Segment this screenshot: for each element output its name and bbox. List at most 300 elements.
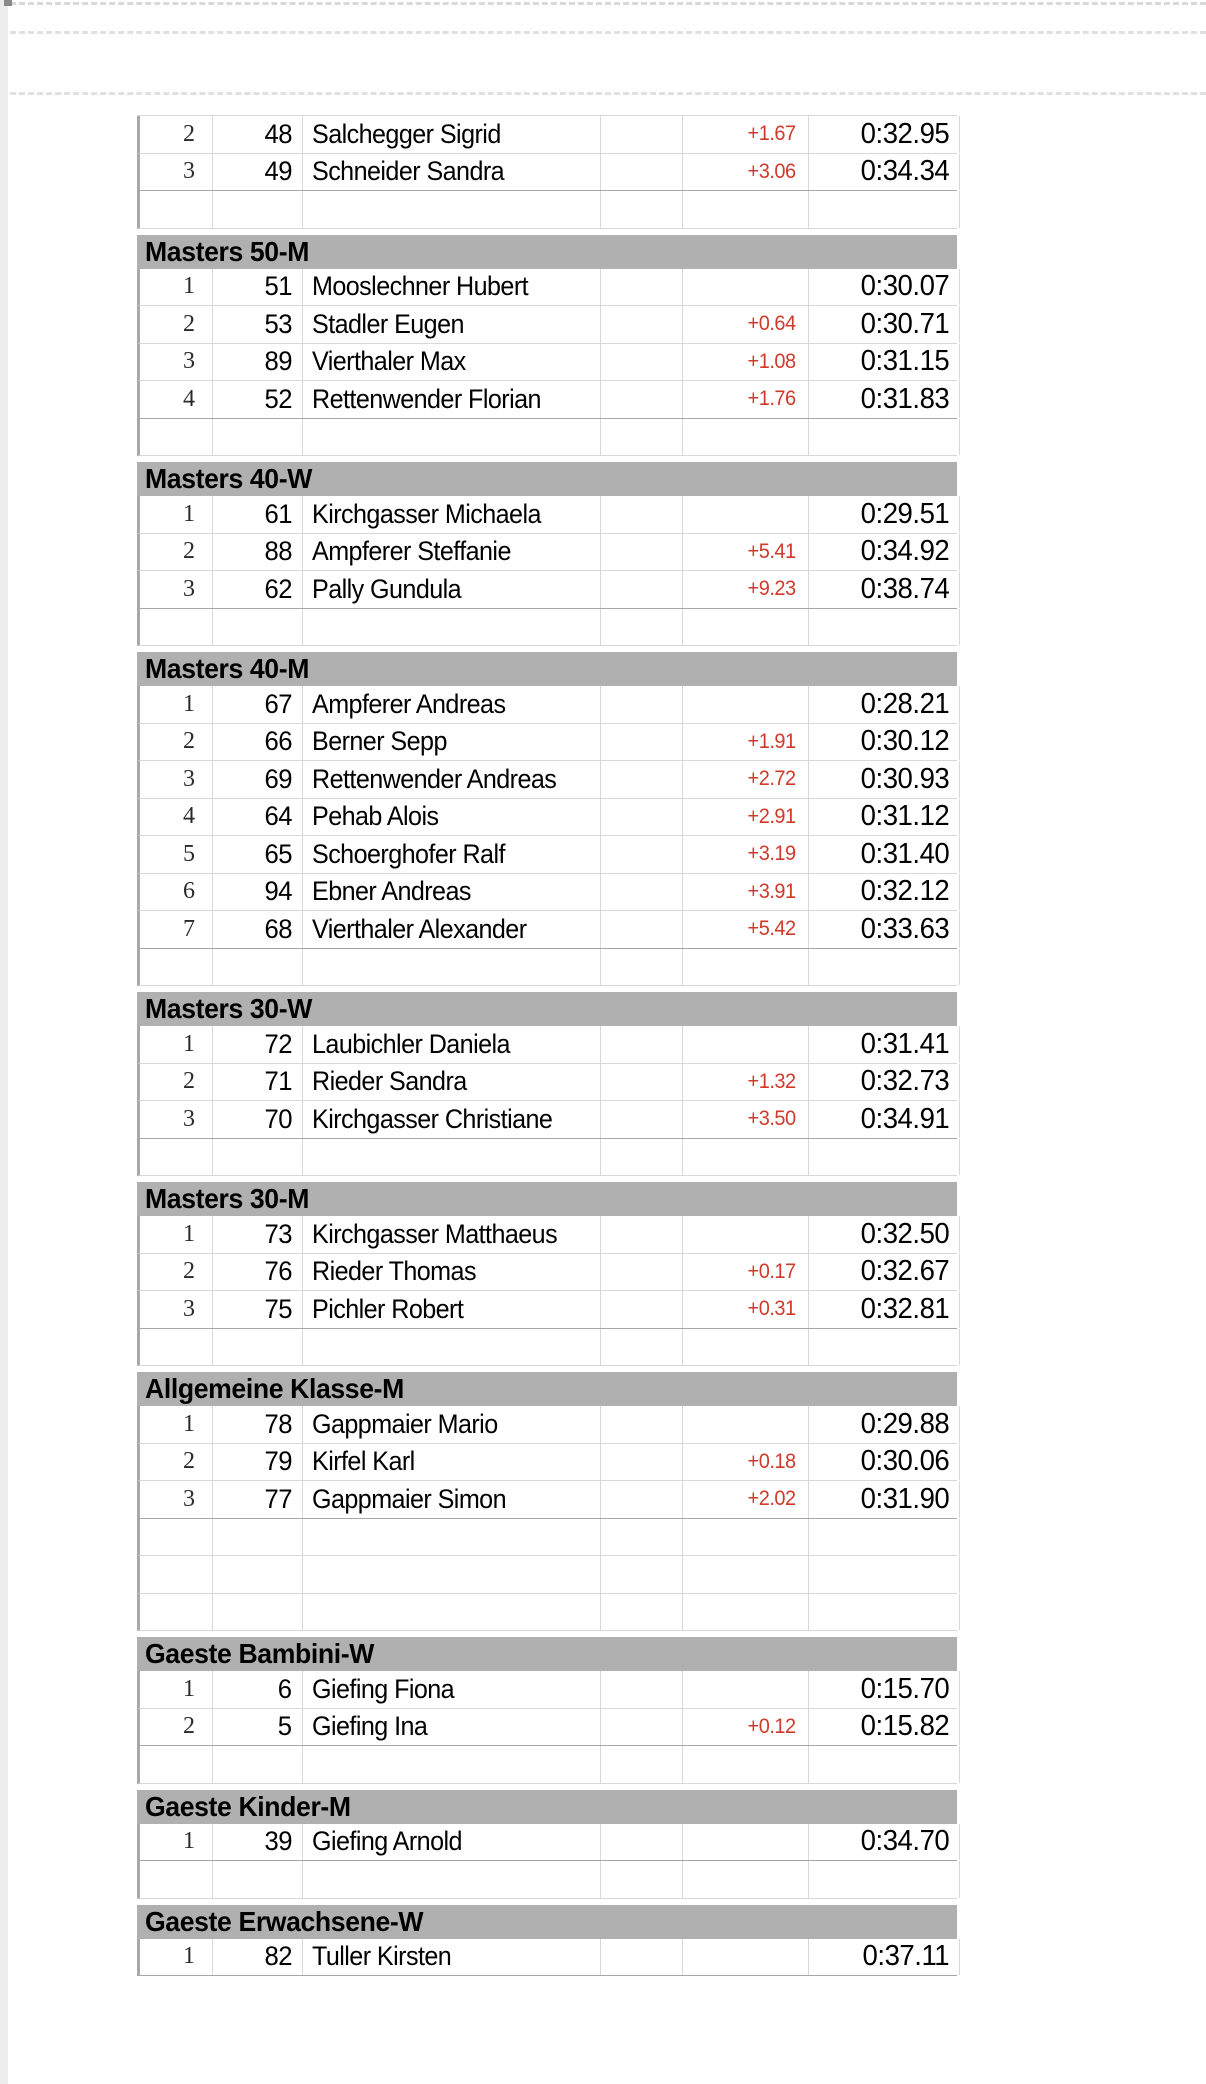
spacer-cell bbox=[601, 1101, 683, 1138]
spacer-cell bbox=[601, 1064, 683, 1101]
diff-cell bbox=[683, 419, 809, 456]
section-title: Gaeste Kinder-M bbox=[145, 1790, 351, 1822]
result-row bbox=[137, 344, 957, 382]
spacer-cell bbox=[601, 1254, 683, 1291]
name-cell bbox=[303, 1139, 601, 1176]
time-cell bbox=[809, 1254, 960, 1291]
bib-cell bbox=[213, 1254, 303, 1291]
diff-value: +3.50 bbox=[747, 1107, 796, 1131]
result-row bbox=[137, 836, 957, 874]
bib-value: 79 bbox=[264, 1446, 292, 1477]
bib-cell bbox=[213, 1594, 303, 1631]
name-cell bbox=[303, 1556, 601, 1593]
time-value: 0:33.63 bbox=[860, 912, 949, 945]
diff-cell bbox=[683, 1406, 809, 1443]
name-value: Tuller Kirsten bbox=[312, 1941, 452, 1972]
name-cell bbox=[303, 911, 601, 948]
diff-value: +1.08 bbox=[747, 349, 796, 373]
rank-cell bbox=[140, 949, 213, 986]
diff-cell bbox=[683, 1291, 809, 1328]
bib-value: 78 bbox=[264, 1408, 292, 1439]
spacer-cell bbox=[601, 1291, 683, 1328]
name-value: Berner Sepp bbox=[312, 726, 447, 757]
result-row bbox=[137, 154, 957, 192]
time-cell bbox=[809, 269, 960, 306]
section-header bbox=[137, 992, 957, 1026]
section-header bbox=[137, 1182, 957, 1216]
rank-value: 1 bbox=[183, 1943, 195, 1970]
rank-cell bbox=[140, 344, 213, 381]
bib-cell bbox=[213, 154, 303, 191]
time-cell bbox=[809, 534, 960, 571]
diff-cell bbox=[683, 1101, 809, 1138]
rank-value: 3 bbox=[183, 158, 195, 185]
page-left-edge-strip bbox=[0, 0, 8, 2084]
spacer-cell bbox=[601, 1519, 683, 1556]
bib-cell bbox=[213, 911, 303, 948]
diff-cell bbox=[683, 116, 809, 153]
time-cell bbox=[809, 1556, 960, 1593]
time-cell bbox=[809, 874, 960, 911]
result-row bbox=[137, 269, 957, 307]
rank-value: 3 bbox=[183, 348, 195, 375]
result-row bbox=[137, 381, 957, 419]
rank-cell bbox=[140, 1671, 213, 1708]
rank-cell bbox=[140, 1406, 213, 1443]
rank-value: 5 bbox=[183, 840, 195, 867]
section-header bbox=[137, 1637, 957, 1671]
diff-cell bbox=[683, 874, 809, 911]
time-cell bbox=[809, 1026, 960, 1063]
section-title: Masters 50-M bbox=[145, 235, 309, 267]
rank-value: 3 bbox=[183, 1485, 195, 1512]
time-value: 0:38.74 bbox=[860, 572, 949, 605]
name-cell bbox=[303, 154, 601, 191]
rank-cell bbox=[140, 534, 213, 571]
name-cell bbox=[303, 1671, 601, 1708]
name-value: Kirfel Karl bbox=[312, 1446, 415, 1477]
result-row bbox=[137, 571, 957, 609]
spacer-cell bbox=[601, 1026, 683, 1063]
result-row bbox=[137, 799, 957, 837]
empty-row bbox=[137, 1519, 957, 1557]
rank-value: 7 bbox=[183, 915, 195, 942]
empty-row bbox=[137, 1861, 957, 1899]
rank-cell bbox=[140, 761, 213, 798]
bib-cell bbox=[213, 1481, 303, 1518]
name-value: Kirchgasser Matthaeus bbox=[312, 1218, 558, 1249]
section-title: Allgemeine Klasse-M bbox=[145, 1373, 404, 1404]
time-cell bbox=[809, 686, 960, 723]
name-cell bbox=[303, 306, 601, 343]
bib-cell bbox=[213, 381, 303, 418]
name-value: Vierthaler Max bbox=[312, 346, 466, 377]
name-value: Mooslechner Hubert bbox=[312, 271, 529, 302]
rank-cell bbox=[140, 1594, 213, 1631]
diff-value: +5.41 bbox=[747, 539, 796, 563]
time-value: 0:31.40 bbox=[860, 837, 949, 870]
spacer-cell bbox=[601, 1556, 683, 1593]
diff-cell bbox=[683, 1746, 809, 1783]
rank-cell bbox=[140, 1291, 213, 1328]
time-cell bbox=[809, 1291, 960, 1328]
name-cell bbox=[303, 1329, 601, 1366]
rank-cell bbox=[140, 1824, 213, 1861]
time-cell bbox=[809, 419, 960, 456]
diff-cell bbox=[683, 836, 809, 873]
result-row bbox=[137, 1939, 957, 1977]
name-cell bbox=[303, 686, 601, 723]
rank-cell bbox=[140, 116, 213, 153]
section-title: Masters 30-W bbox=[145, 993, 312, 1024]
time-cell bbox=[809, 949, 960, 986]
diff-cell bbox=[683, 799, 809, 836]
diff-value: +2.91 bbox=[747, 804, 796, 828]
rank-cell bbox=[140, 269, 213, 306]
time-cell bbox=[809, 1746, 960, 1783]
spacer-cell bbox=[601, 686, 683, 723]
rank-cell bbox=[140, 1329, 213, 1366]
result-row bbox=[137, 1406, 957, 1444]
name-value: Giefing Fiona bbox=[312, 1673, 455, 1704]
spacer-cell bbox=[601, 1444, 683, 1481]
result-row bbox=[137, 911, 957, 949]
spacer-cell bbox=[601, 1824, 683, 1861]
diff-cell bbox=[683, 496, 809, 533]
rank-cell bbox=[140, 1026, 213, 1063]
empty-row bbox=[137, 1594, 957, 1632]
rank-cell bbox=[140, 799, 213, 836]
rank-value: 1 bbox=[183, 1675, 195, 1702]
time-value: 0:34.34 bbox=[860, 155, 949, 188]
bib-value: 68 bbox=[264, 913, 292, 944]
spacer-cell bbox=[601, 496, 683, 533]
name-cell bbox=[303, 1444, 601, 1481]
bib-value: 53 bbox=[264, 308, 292, 339]
bib-value: 75 bbox=[264, 1293, 292, 1324]
time-value: 0:15.82 bbox=[860, 1710, 949, 1743]
bib-cell bbox=[213, 761, 303, 798]
rank-cell bbox=[140, 571, 213, 608]
time-value: 0:30.71 bbox=[860, 307, 949, 340]
time-value: 0:15.70 bbox=[860, 1672, 949, 1705]
diff-cell bbox=[683, 191, 809, 228]
result-row bbox=[137, 1481, 957, 1519]
bib-value: 73 bbox=[264, 1218, 292, 1249]
bib-value: 76 bbox=[264, 1256, 292, 1287]
diff-cell bbox=[683, 1254, 809, 1291]
name-cell bbox=[303, 419, 601, 456]
bib-cell bbox=[213, 1824, 303, 1861]
name-cell bbox=[303, 1254, 601, 1291]
section-title: Masters 30-M bbox=[145, 1183, 309, 1214]
rank-value: 2 bbox=[183, 1258, 195, 1285]
empty-row bbox=[137, 609, 957, 647]
bib-cell bbox=[213, 1329, 303, 1366]
bib-value: 62 bbox=[264, 573, 292, 604]
time-cell bbox=[809, 306, 960, 343]
bib-cell bbox=[213, 571, 303, 608]
bib-cell bbox=[213, 1291, 303, 1328]
spacer-cell bbox=[601, 1406, 683, 1443]
name-cell bbox=[303, 1861, 601, 1898]
section-title: Masters 40-W bbox=[145, 463, 312, 494]
time-cell bbox=[809, 496, 960, 533]
time-cell bbox=[809, 1861, 960, 1898]
time-value: 0:29.88 bbox=[860, 1407, 949, 1440]
time-value: 0:32.12 bbox=[860, 875, 949, 908]
time-cell bbox=[809, 1939, 960, 1976]
result-row bbox=[137, 306, 957, 344]
diff-value: +5.42 bbox=[747, 917, 796, 941]
time-value: 0:31.41 bbox=[860, 1027, 949, 1060]
rank-value: 3 bbox=[183, 575, 195, 602]
time-value: 0:32.81 bbox=[860, 1292, 949, 1325]
rank-value: 1 bbox=[183, 690, 195, 717]
diff-cell bbox=[683, 1444, 809, 1481]
spacer-cell bbox=[601, 1481, 683, 1518]
section-header bbox=[137, 1790, 957, 1824]
section-title: Gaeste Bambini-W bbox=[145, 1638, 374, 1669]
bib-cell bbox=[213, 344, 303, 381]
name-cell bbox=[303, 949, 601, 986]
name-cell bbox=[303, 1406, 601, 1443]
time-cell bbox=[809, 1101, 960, 1138]
rank-value: 1 bbox=[183, 1030, 195, 1057]
spacer-cell bbox=[601, 836, 683, 873]
bib-cell bbox=[213, 1064, 303, 1101]
section-title: Masters 40-M bbox=[145, 653, 309, 684]
diff-cell bbox=[683, 1064, 809, 1101]
time-value: 0:30.06 bbox=[860, 1445, 949, 1478]
bib-value: 6 bbox=[278, 1673, 292, 1704]
race-results-table bbox=[137, 115, 957, 1976]
section-header bbox=[137, 235, 957, 269]
time-cell bbox=[809, 799, 960, 836]
name-cell bbox=[303, 836, 601, 873]
bib-value: 88 bbox=[264, 536, 292, 567]
time-value: 0:30.93 bbox=[860, 762, 949, 795]
rank-value: 1 bbox=[183, 500, 195, 527]
spacer-cell bbox=[601, 269, 683, 306]
diff-cell bbox=[683, 724, 809, 761]
diff-cell bbox=[683, 154, 809, 191]
diff-cell bbox=[683, 381, 809, 418]
name-cell bbox=[303, 724, 601, 761]
rank-cell bbox=[140, 1139, 213, 1176]
name-value: Rieder Thomas bbox=[312, 1256, 476, 1287]
time-cell bbox=[809, 1406, 960, 1443]
result-row bbox=[137, 1026, 957, 1064]
diff-cell bbox=[683, 761, 809, 798]
name-cell bbox=[303, 761, 601, 798]
name-cell bbox=[303, 609, 601, 646]
diff-value: +1.67 bbox=[747, 122, 796, 146]
rank-value: 1 bbox=[183, 273, 195, 300]
name-cell bbox=[303, 1481, 601, 1518]
bib-value: 52 bbox=[264, 383, 292, 414]
name-value: Pally Gundula bbox=[312, 573, 462, 604]
empty-row bbox=[137, 949, 957, 987]
name-value: Vierthaler Alexander bbox=[312, 913, 527, 944]
time-cell bbox=[809, 344, 960, 381]
bib-value: 71 bbox=[264, 1066, 292, 1097]
diff-value: +2.72 bbox=[747, 767, 796, 791]
result-row bbox=[137, 724, 957, 762]
bib-value: 48 bbox=[264, 118, 292, 149]
rank-cell bbox=[140, 686, 213, 723]
time-cell bbox=[809, 154, 960, 191]
rank-value: 2 bbox=[183, 538, 195, 565]
spacer-cell bbox=[601, 116, 683, 153]
page-break-dashed-line bbox=[10, 31, 1206, 34]
diff-cell bbox=[683, 1709, 809, 1746]
diff-cell bbox=[683, 269, 809, 306]
time-cell bbox=[809, 1594, 960, 1631]
name-cell bbox=[303, 344, 601, 381]
name-cell bbox=[303, 1026, 601, 1063]
name-value: Rieder Sandra bbox=[312, 1066, 467, 1097]
page-break-dashed-line bbox=[10, 2, 1206, 5]
rank-cell bbox=[140, 1746, 213, 1783]
diff-value: +0.31 bbox=[747, 1297, 796, 1321]
name-cell bbox=[303, 1519, 601, 1556]
rank-cell bbox=[140, 1101, 213, 1138]
bib-cell bbox=[213, 836, 303, 873]
time-value: 0:34.70 bbox=[860, 1825, 949, 1858]
rank-value: 4 bbox=[183, 385, 195, 412]
section-header bbox=[137, 1372, 957, 1406]
name-cell bbox=[303, 1216, 601, 1253]
diff-value: +1.91 bbox=[747, 729, 796, 753]
rank-cell bbox=[140, 1556, 213, 1593]
time-value: 0:30.12 bbox=[860, 725, 949, 758]
rank-cell bbox=[140, 154, 213, 191]
result-row bbox=[137, 686, 957, 724]
bib-value: 94 bbox=[264, 876, 292, 907]
result-row bbox=[137, 1101, 957, 1139]
name-cell bbox=[303, 1746, 601, 1783]
result-row bbox=[137, 1064, 957, 1102]
bib-cell bbox=[213, 874, 303, 911]
bib-cell bbox=[213, 116, 303, 153]
bib-value: 77 bbox=[264, 1483, 292, 1514]
bib-value: 66 bbox=[264, 726, 292, 757]
name-cell bbox=[303, 1939, 601, 1976]
bib-cell bbox=[213, 269, 303, 306]
spacer-cell bbox=[601, 1594, 683, 1631]
diff-cell bbox=[683, 911, 809, 948]
name-cell bbox=[303, 191, 601, 228]
result-row bbox=[137, 1671, 957, 1709]
section-header bbox=[137, 462, 957, 496]
diff-cell bbox=[683, 1216, 809, 1253]
name-value: Ampferer Andreas bbox=[312, 688, 506, 719]
name-value: Laubichler Daniela bbox=[312, 1028, 510, 1059]
rank-cell bbox=[140, 1939, 213, 1976]
time-value: 0:32.50 bbox=[860, 1217, 949, 1250]
diff-value: +3.91 bbox=[747, 879, 796, 903]
spacer-cell bbox=[601, 799, 683, 836]
diff-cell bbox=[683, 534, 809, 571]
rank-value: 2 bbox=[183, 728, 195, 755]
time-value: 0:37.11 bbox=[862, 1940, 949, 1973]
diff-cell bbox=[683, 1671, 809, 1708]
spacer-cell bbox=[601, 1329, 683, 1366]
rank-cell bbox=[140, 1064, 213, 1101]
result-row bbox=[137, 1291, 957, 1329]
diff-value: +0.12 bbox=[747, 1714, 796, 1738]
rank-cell bbox=[140, 1481, 213, 1518]
result-row bbox=[137, 496, 957, 534]
rank-cell bbox=[140, 1861, 213, 1898]
rank-cell bbox=[140, 1444, 213, 1481]
name-value: Ampferer Steffanie bbox=[312, 536, 511, 567]
diff-value: +1.32 bbox=[747, 1069, 796, 1093]
name-value: Ebner Andreas bbox=[312, 876, 471, 907]
spacer-cell bbox=[601, 874, 683, 911]
bib-cell bbox=[213, 1026, 303, 1063]
bib-cell bbox=[213, 191, 303, 228]
name-value: Stadler Eugen bbox=[312, 308, 464, 339]
time-cell bbox=[809, 836, 960, 873]
time-value: 0:31.83 bbox=[860, 382, 949, 415]
spacer-cell bbox=[601, 344, 683, 381]
page-break-dashed-line bbox=[10, 92, 1206, 95]
name-value: Pehab Alois bbox=[312, 801, 439, 832]
bib-cell bbox=[213, 1139, 303, 1176]
result-row bbox=[137, 1709, 957, 1747]
time-cell bbox=[809, 761, 960, 798]
spacer-cell bbox=[601, 609, 683, 646]
time-cell bbox=[809, 1216, 960, 1253]
diff-cell bbox=[683, 1481, 809, 1518]
rank-cell bbox=[140, 419, 213, 456]
spacer-cell bbox=[601, 1709, 683, 1746]
bib-cell bbox=[213, 1939, 303, 1976]
result-row bbox=[137, 761, 957, 799]
bib-cell bbox=[213, 686, 303, 723]
spacer-cell bbox=[601, 1939, 683, 1976]
rank-cell bbox=[140, 724, 213, 761]
spacer-cell bbox=[601, 1216, 683, 1253]
spacer-cell bbox=[601, 191, 683, 228]
rank-cell bbox=[140, 911, 213, 948]
result-row bbox=[137, 1444, 957, 1482]
bib-cell bbox=[213, 609, 303, 646]
name-cell bbox=[303, 1064, 601, 1101]
name-cell bbox=[303, 1824, 601, 1861]
time-value: 0:34.91 bbox=[860, 1102, 949, 1135]
spacer-cell bbox=[601, 1671, 683, 1708]
rank-value: 2 bbox=[183, 1713, 195, 1740]
bib-cell bbox=[213, 1709, 303, 1746]
section-header bbox=[137, 652, 957, 686]
rank-cell bbox=[140, 1216, 213, 1253]
time-value: 0:32.67 bbox=[860, 1255, 949, 1288]
name-value: Kirchgasser Michaela bbox=[312, 498, 541, 529]
bib-cell bbox=[213, 1519, 303, 1556]
empty-row bbox=[137, 191, 957, 229]
time-value: 0:28.21 bbox=[860, 687, 949, 720]
spacer-cell bbox=[601, 306, 683, 343]
rank-value: 2 bbox=[183, 120, 195, 147]
empty-row bbox=[137, 1746, 957, 1784]
time-value: 0:31.15 bbox=[860, 345, 949, 378]
name-cell bbox=[303, 381, 601, 418]
rank-cell bbox=[140, 306, 213, 343]
diff-cell bbox=[683, 1556, 809, 1593]
